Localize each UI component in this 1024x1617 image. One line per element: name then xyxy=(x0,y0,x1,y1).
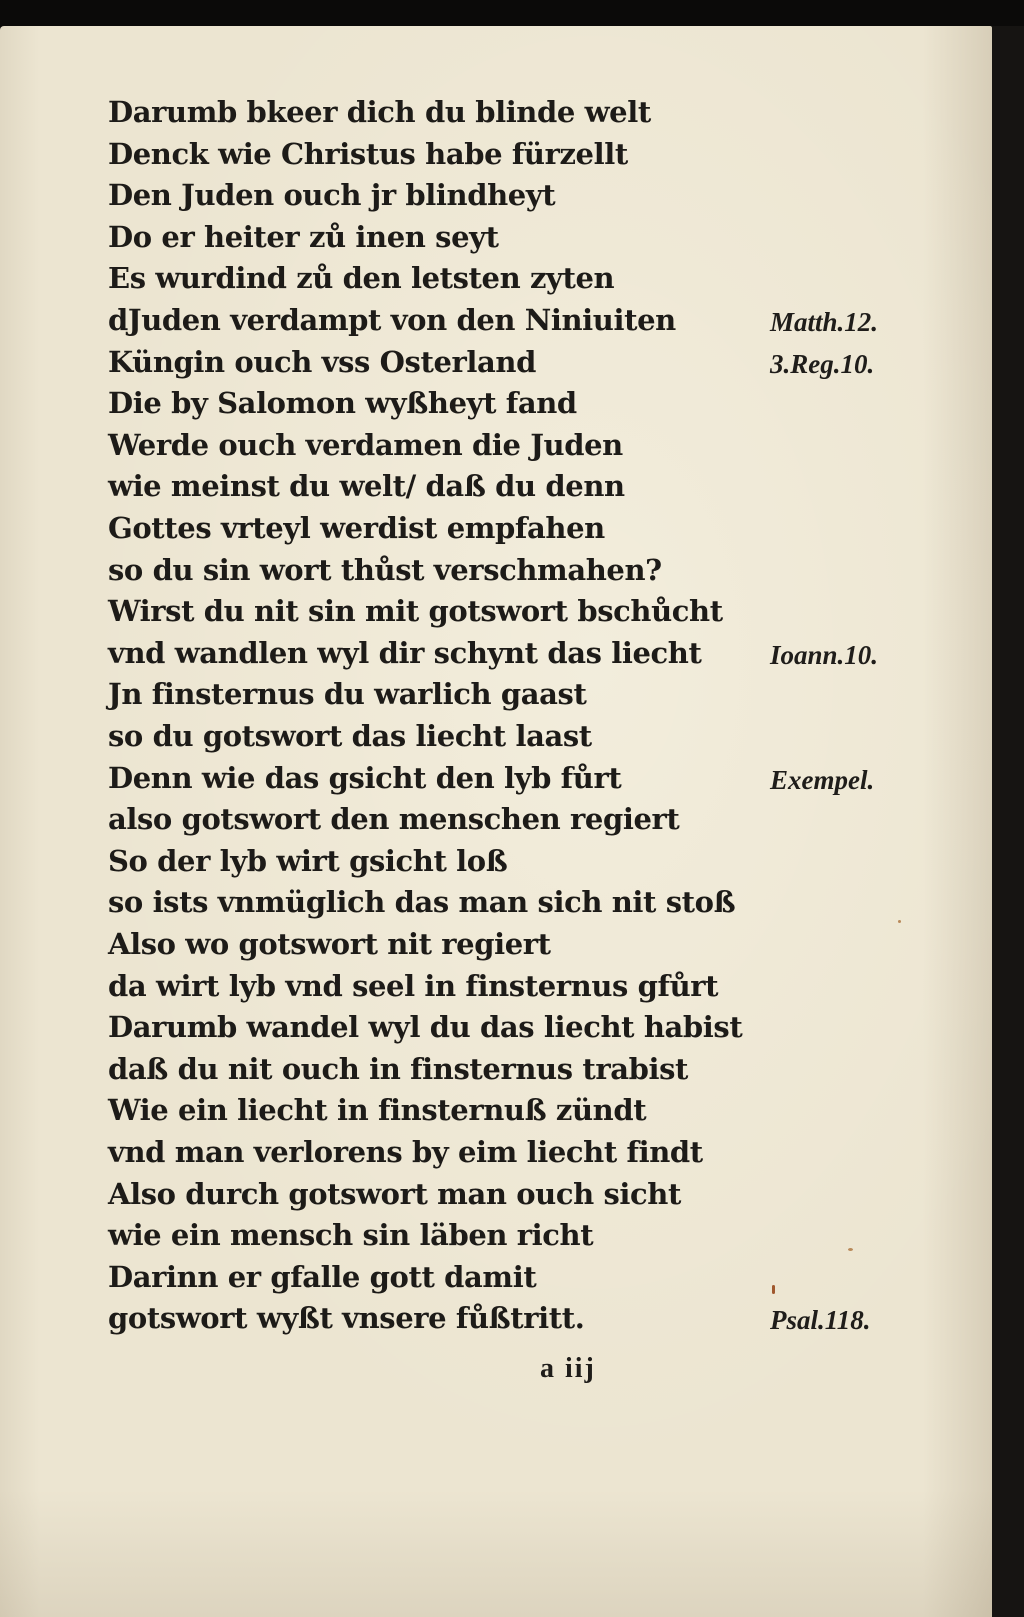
verse-line: gotswort wyßt vnsere fůßtritt. xyxy=(108,1301,585,1336)
verse-line: Jn finsternus du warlich gaast xyxy=(108,677,587,712)
paper-speck xyxy=(772,1285,775,1294)
verse-line: Denn wie das gsicht den lyb fůrt xyxy=(108,760,622,795)
verse-line: Darumb bkeer dich du blinde welt xyxy=(108,95,651,129)
verse-line: Darumb wandel wyl du das liecht habist xyxy=(108,1010,743,1045)
verse-line: dJuden verdampt von den Niniuiten xyxy=(108,303,676,337)
signature-mark: a iij xyxy=(540,1353,596,1384)
verse-line: So der lyb wirt gsicht loß xyxy=(108,843,508,878)
verse-line: Darinn er gfalle gott damit xyxy=(108,1259,537,1294)
verse-line: Also wo gotswort nit regiert xyxy=(108,927,551,961)
verse-line: vnd wandlen wyl dir schynt das liecht xyxy=(108,635,702,670)
verse-line: Also durch gotswort man ouch sicht xyxy=(108,1176,681,1211)
verse-line: wie ein mensch sin läben richt xyxy=(108,1218,594,1253)
verse-line: Wie ein liecht in finsternuß zündt xyxy=(108,1093,647,1128)
verse-line: Wirst du nit sin mit gotswort bschůcht xyxy=(108,594,723,629)
verse-line: Do er heiter zů inen seyt xyxy=(108,219,499,254)
verse-line: Es wurdind zů den letsten zyten xyxy=(108,261,615,296)
verse-line: Die by Salomon wyßheyt fand xyxy=(108,386,577,421)
verse-line: vnd man verlorens by eim liecht findt xyxy=(108,1135,703,1169)
margin-note: Exempel. xyxy=(770,764,875,795)
verse-line: Den Juden ouch jr blindheyt xyxy=(108,178,556,213)
page-edge-shadow xyxy=(992,26,1024,1617)
verse-line: Küngin ouch vss Osterland xyxy=(108,344,536,379)
paper-speck xyxy=(848,1248,853,1251)
verse-line: also gotswort den menschen regiert xyxy=(108,802,680,837)
margin-note: Ioann.10. xyxy=(770,639,879,670)
verse-line: daß du nit ouch in finsternus trabist xyxy=(108,1051,689,1086)
margin-note: 3.Reg.10. xyxy=(770,348,875,379)
verse-line: so ists vnmüglich das man sich nit stoß xyxy=(108,885,736,920)
margin-note: Matth.12. xyxy=(770,307,879,337)
paper-speck xyxy=(898,920,901,923)
verse-line: Denck wie Christus habe fürzellt xyxy=(108,136,628,171)
margin-note: Psal.118. xyxy=(770,1305,871,1336)
verse-line: so du sin wort thůst verschmahen? xyxy=(108,552,662,587)
verse-line: wie meinst du welt/ daß du denn xyxy=(108,469,625,504)
verse-line: Werde ouch verdamen die Juden xyxy=(108,427,623,462)
verse-line: da wirt lyb vnd seel in finsternus gfůrt xyxy=(108,968,719,1003)
verse-line: Gottes vrteyl werdist empfahen xyxy=(108,511,605,545)
verse-line: so du gotswort das liecht laast xyxy=(108,719,592,753)
